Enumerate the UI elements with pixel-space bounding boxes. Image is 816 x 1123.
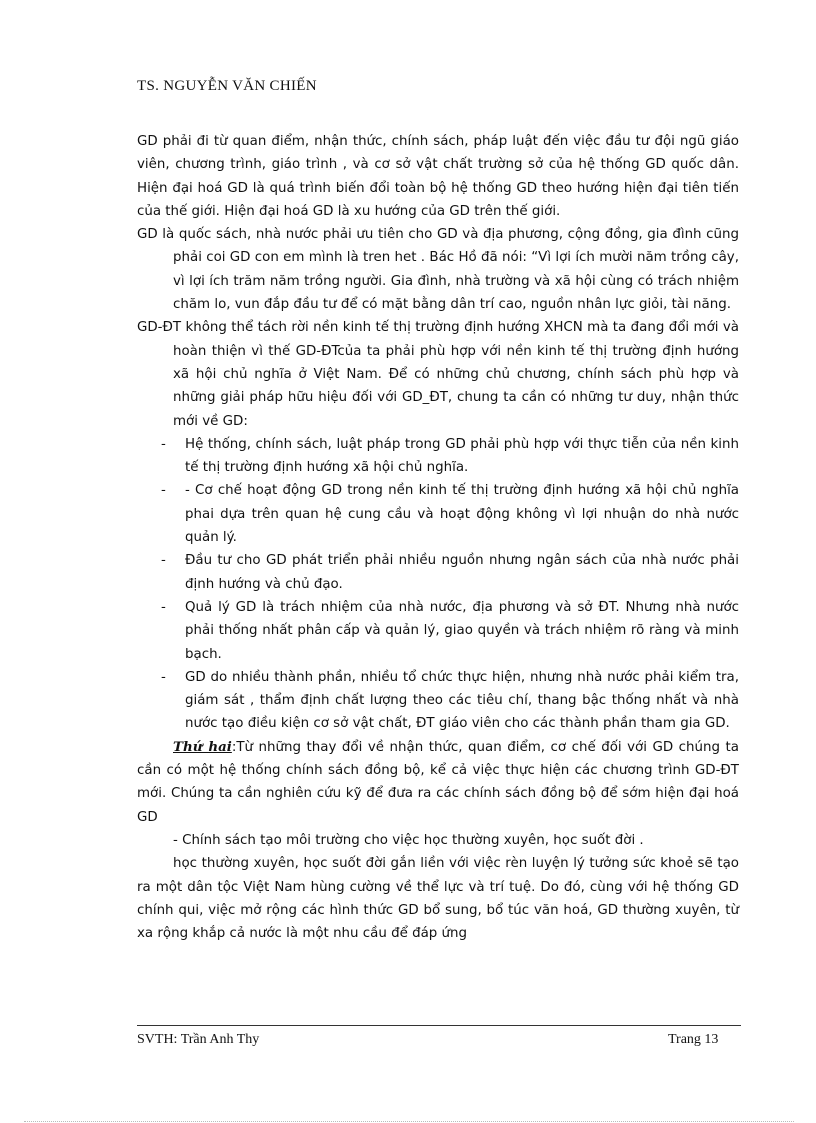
- list-dash: -: [161, 669, 166, 685]
- list-dash: -: [161, 483, 166, 499]
- paragraph-modernization: GD phải đi từ quan điểm, nhận thức, chính sách, pháp luật đến việc đầu tư đội ngũ giáo viên, chương trình, giáo trình , và cơ sở vật chất trường sở của hệ thống GD quốc dân. Hiện đại hoá GD là quá trình biến đổi toàn bộ hệ thống GD theo hướng hiện đại tiên tiến của thế giới. Hiện đại hoá GD là xu hướng của GD trên thế giới.: [137, 134, 739, 219]
- footer-page-number: Trang 13: [668, 1032, 719, 1047]
- paragraph-lifelong-learning: học thường xuyên, học suốt đời gắn liền với việc rèn luyện lý tưởng sức khoẻ sẽ tạo ra một dân tộc Việt Nam hùng cường về thể lực và trí tuệ. Do đó, cùng với hệ thống GD chính qui, việc mở rộng các hình thức GD bổ sung, bổ túc văn hoá, GD thường xuyên, từ xa rộng khắp cả nước là một nhu cầu để đáp ứng: [137, 856, 739, 942]
- list-item-text: - Cơ chế hoạt động GD trong nền kinh tế thị trường định hướng xã hội chủ nghĩa phai dựa trên quan hệ cung cầu và hoạt động không vì lợi nhuận do nhà nước quản lý.: [185, 483, 739, 546]
- footer-divider: [137, 1025, 741, 1026]
- paragraph-lifelong-learning-line: - Chính sách tạo môi trường cho việc học thường xuyên, học suốt đời .: [173, 832, 644, 848]
- second-point-label: Thứ hai: [173, 738, 232, 755]
- list-item: [137, 596, 739, 666]
- list-item: [137, 479, 739, 549]
- footer-student: SVTH: Trần Anh Thy: [137, 1032, 260, 1047]
- list-dash: -: [161, 599, 166, 615]
- paragraph-second-point: [137, 736, 739, 829]
- list-item-text: Quả lý GD là trách nhiệm của nhà nước, địa phương và sở ĐT. Nhưng nhà nước phải thống nhất phân cấp và quản lý, giao quyền và trách nhiệm rõ ràng và minh bạch.: [185, 599, 739, 662]
- document-body: [137, 130, 739, 945]
- list-item: [137, 549, 739, 596]
- list-dash: -: [161, 553, 166, 569]
- list-item: [137, 433, 739, 480]
- paragraph-national-policy: GD là quốc sách, nhà nước phải ưu tiên cho GD và địa phương, cộng đồng, gia đình cũng phải coi GD con em mình là tren het . Bác Hồ đã nói: “Vì lợi ích mười năm trồng cây, vì lợi ích trăm năm trồng người. Gia đình, nhà trường và xã hội cùng có trách nhiệm chăm lo, vun đắp đầu tư để có mặt bằng dân trí cao, nguồn nhân lực giỏi, tài năng.: [137, 227, 739, 313]
- page-bottom-edge: [24, 1121, 794, 1122]
- list-item: [137, 666, 739, 736]
- list-item-text: GD do nhiều thành phần, nhiều tổ chức thực hiện, nhưng nhà nước phải kiểm tra, giám sát , thẩm định chất lượng theo các tiêu chí, thang bậc thống nhất và nhà nước tạo điều kiện cơ sở vật chất, ĐT giáo viên cho các thành phần tham gia GD.: [185, 669, 739, 732]
- paragraph-market-economy: GD-ĐT không thể tách rời nền kinh tế thị trường định hướng XHCN mà ta đang đổi mới và hoàn thiện vì thế GD-ĐTcủa ta phải phù hợp với nền kinh tế thị trường định hướng xã hội chủ nghĩa ở Việt Nam. Để có những chủ chương, chính sách phù hợp và những giải pháp hữu hiệu đối với GD_ĐT, chung ta cần có những tư duy, nhận thức mới về GD:: [137, 320, 739, 429]
- second-point-text: :Từ những thay đổi về nhận thức, quan điểm, cơ chế đối với GD chúng ta cần có một hệ thống chính sách đồng bộ, kể cả việc thực hiện các chương trình GD-ĐT mới. Chúng ta cần nghiên cứu kỹ để đưa ra các chính sách đồng bộ để sớm hiện đại hoá GD: [137, 739, 739, 825]
- list-item-text: Đầu tư cho GD phát triển phải nhiều nguồn nhưng ngân sách của nhà nước phải định hướng và chủ đạo.: [185, 553, 739, 592]
- list-item-text: Hệ thống, chính sách, luật pháp trong GD phải phù hợp với thực tiễn của nền kinh tế thị trường định hướng xã hội chủ nghĩa.: [185, 436, 739, 476]
- list-dash: -: [161, 436, 166, 452]
- new-thinking-list: [137, 433, 739, 736]
- header-author: TS. NGUYỄN VĂN CHIẾN: [137, 78, 317, 94]
